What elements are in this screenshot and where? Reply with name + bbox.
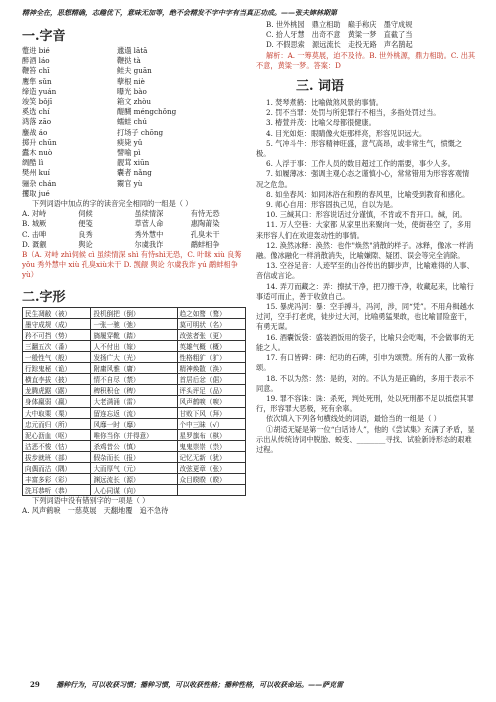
pron-item: 鞭挞 tà [117,56,141,66]
glyph-cell: 风靡一时（靡） [91,418,177,429]
glyph-cell: 鬼鬼崇崇（祟） [177,440,245,451]
glyph-cell: 丰富多彩（彩） [23,474,91,485]
pron-item: 鸿落 zāo [22,117,52,127]
pron-item: 绸酷 lì [22,158,44,168]
glyph-cell: 风声鹤唳（唳） [177,396,245,407]
option-cell: A. 对峙 [22,209,47,219]
pron-item: 醉酒 láo [22,56,50,66]
glyph-cell: 首居后忿（倨） [177,374,245,385]
question-body: ①胡适无疑是第一位“白话诗人”，他的《尝试集》充满了矛盾，显示出从传统诗词中脱胎、蜕变、________寻找、试验新诗形态的艰难过程。 [256,424,475,454]
pron-item: 缔造 yuán [22,86,57,96]
vocabulary-item: 11. 万人空巷：大家都 从家里出来聚向一处，使街巷空 了，多用来形容人们在欢迎轰动性的事情。 [256,220,472,240]
glyph-cell: 旖履穿靴（踏） [91,329,177,340]
option-c-glyph: C. 拾人牙慧 出奇不意 黄粱一梦 直截了当 [266,30,413,40]
glyph-cell: 一般性气（般） [23,352,91,363]
glyph-cell: 唯你当你（并得意） [91,429,177,440]
glyph-cell: 忠元而归（所） [23,418,91,429]
vocabulary-item: 6. 人浮于事：工作人员的数目超过工作的需要，事少人多。 [266,159,455,169]
pron-item: 竣笑 bǒjī [22,97,53,107]
pron-item: 攫取 jué [22,188,50,198]
vocabulary-item: 14. 弄刀而藏之：弄：擦拭干净，把刀擦干净，收藏起来，比喻行事适可而止，善于收敛自己。 [256,281,474,301]
glyph-cell: 性格粗犷（犷） [177,352,245,363]
pron-item: 鹰隼 sǔn [22,76,52,86]
page-banner: 精神全在，思想精确，志趣优下，意味无加等，绝不会精发不字中字有当真正功成。——张夫婶林期第 [22,8,337,17]
glyph-cell: 拔步就班（部） [23,451,91,462]
glyph-cell: 大老满涌（雷） [91,396,177,407]
right-column [256,20,476,455]
glyph-row [23,374,246,385]
glyph-cell: 附庸风雅（庸） [91,363,177,374]
glyph-row [23,340,246,351]
glyph-cell: 留连忘返（流） [91,407,177,418]
glyph-cell: 趋之如鹜（鹜） [177,307,245,318]
glyph-cell [177,485,245,496]
glyph-row [23,307,246,318]
glyph-cell: 身体羸弱（羸） [23,396,91,407]
question-vocabulary: 依次填入下列各句横线处的词语，最恰当的一组是（ ） [266,414,441,424]
glyph-cell: 稗积积仓（稗） [91,385,177,396]
option-cell: C. 击呻 [22,229,47,239]
vocabulary-item: 13. 空谷足音：人迹罕至的山谷传出的脚步声，比喻难得的人事、音信或言论。 [256,261,474,281]
glyph-row [23,462,246,473]
glyph-cell: 改弦者张（更） [177,329,245,340]
glyph-cell: 杀鸡昔公（慎） [91,440,177,451]
glyph-cell: 发扬广大（光） [91,352,177,363]
glyph-cell: 人心同谋（向） [91,485,177,496]
glyph-cell: 行踪鬼秘（诡） [23,363,91,374]
vocabulary-item: 3. 椿萱并茂：比喻父母都很健康。 [266,118,376,128]
glyph-cell: 墨守成规（成） [23,318,91,329]
footer-quote: 播种行为，可以收获习惯；播种习惯，可以收获性格；播种性格，可以收获命运。——萨克雷 [56,680,344,689]
glyph-cell: 评头评足（品） [177,385,245,396]
pron-item: 掷升 chūn [22,137,57,147]
vocabulary-item: 16. 酒囊饭袋：盛装酒饭用的袋子，比喻只会吃喝，不会做事的无能之人。 [256,332,474,352]
glyph-cell: 洗耳恭听（恭） [23,485,91,496]
glyph-table [22,307,246,497]
glyph-cell: 英雄气概（概） [177,340,245,351]
vocabulary-item: 9. 师心自用：形容固执己见，自以为是。 [266,200,398,210]
glyph-row [23,474,246,485]
glyph-cell: 情不自尽（禁） [91,374,177,385]
vocabulary-item: 12. 涣然冰释：涣然：也作"焕然"消散的样子。冰释，像冰一样消融。像冰融化一样消散消失，比喻嫌隙、疑团、误会等完全消除。 [256,240,474,261]
glyph-cell: 甘败下风（拜） [177,407,245,418]
vocabulary-item: 17. 有口皆碑：碑：纪功的石碑，引申为颂赞。所有的人都一致称颂。 [256,353,474,373]
pron-item: 邋遢 lātā [117,46,148,55]
glyph-row [23,440,246,451]
pronunciation-list [22,46,247,199]
vocabulary-item: 2. 罚不当罪：处罚与所犯罪行不相当，多指处罚过当。 [266,108,441,118]
glyph-row [23,429,246,440]
glyph-cell: 大中取栗（栗） [23,407,91,418]
glyph-cell: 投机倒把（倒） [91,307,177,318]
glyph-row [23,407,246,418]
section-title-pronunciation: 一.字音 [22,29,66,44]
option-cell: 便笺 [78,219,93,229]
pron-item: 骊杂 chán [22,178,57,188]
pron-item: 箱文 zhòu [117,97,152,107]
option-cell: 伺候 [78,209,93,219]
option-cell: 秀外慧中 [134,229,164,239]
glyph-cell: 民生凋敝（被） [23,307,91,318]
glyph-row [23,385,246,396]
glyph-cell: 横直李拔（披） [23,374,91,385]
section-title-vocabulary: 三. 词语 [296,79,345,95]
option-d-glyph: D. 不假思索 源远流长 走投无路 声名鹊起 [266,40,413,50]
left-column [22,20,247,517]
pron-item: 囊者 nǎng [117,168,152,178]
glyph-cell: 龙腾虎踞（踞） [23,385,91,396]
pron-item: 瘐毙 yǔ [117,137,143,147]
pron-item: 譬喻 pì [117,148,141,158]
glyph-cell: 星罗旗布（棋） [177,429,245,440]
vocabulary-item: 10. 三缄其口：形容说话过分谨慎，不肯或不肯开口。缄，闭。 [266,210,467,220]
pron-item: 鏖战 áo [22,127,48,137]
glyph-cell: 众目睽睽（睽） [177,474,245,485]
pron-item: 曝光 bào [117,86,147,96]
option-cell: 有恃无恐 [190,209,220,219]
glyph-row [23,396,246,407]
glyph-cell: 一张一驰（弛） [91,318,177,329]
option-b-glyph: B. 世外桃园 鼎立相助 巅手称庆 墨守成规 [266,20,413,29]
pron-item: 蠕蛙 chú [117,117,147,127]
glyph-cell: 沽恶不悛（怙） [23,440,91,451]
glyph-row [23,318,246,329]
option-cell: B. 城厥 [22,219,47,229]
section-title-glyph: 二.字形 [22,289,66,305]
vocabulary-item: 5. 气冲斗牛：形容精神旺盛，意气高昂，或非常生气，愤慨之极。 [256,138,463,159]
glyph-row [23,329,246,340]
pron-item: 鬻官 yù [117,178,143,188]
answer-pronunciation: B（A. 对峙 zhì伺候 cì 虽续情深 shì 有恃shì无恐，C. 叶昧 xiù 良莠 yǒu 秀外慧中 xiù 孔臭xiù未干 D. 觊觎 舆论 尔虞我诈 yú 鹬蚌相争 yù） [22,250,242,280]
vocabulary-item: 8. 如坐春风：如同沐浴在和煦的春风里，比喻受到教育和感化。 [266,189,470,199]
pron-item: 孽根 niè [117,76,145,86]
glyph-cell: 向偶而沽（隅） [23,462,91,473]
analysis-glyph: 解析：A. 一筹莫展，迫不及待。B. 世外桃源，鼎力相助。C. 出其不意，黄粱一梦。答案：D [256,50,476,70]
glyph-row [23,418,246,429]
pron-item: 醍醐 méngchǒng [117,107,177,117]
option-cell: 惠陶莆染 [190,219,220,229]
vocabulary-item: 15. 暴虎冯河：暴：空手搏斗，冯河，涉，同“凭”。不用舟楫越水过河，空手打老虎，徒步过大河，比喻勇猛果敢，也比喻冒险蛮干，有勇无谋。 [256,302,474,332]
glyph-cell: 改弦更章（张） [177,462,245,473]
page-number: 29 [30,680,40,689]
pron-item: 奚选 chí [22,107,50,117]
vocabulary-list [256,98,476,414]
option-cell: 草菅人命 [134,219,164,229]
option-cell: 舆论 [78,239,93,249]
vocabulary-item: 4. 目光如炬：眼睛像火炬那样亮，形容见识远大。 [266,128,427,138]
pron-item: 蹩进 bié [22,46,50,55]
option-a-glyph: A. 风声鹤唳 一慈莫展 天翻地覆 追不急待 [22,506,169,516]
vocabulary-item: 19. 罪不容诛：诛：杀死，判处死刑，处以死刑都不足以抵偿其罪行，形容罪大恶极，死有余辜。 [256,393,474,414]
glyph-cell: 人不付出（嫁） [91,340,177,351]
glyph-cell: 矜不可挡（势） [23,329,91,340]
page-footer [30,680,480,690]
options-pronunciation [22,209,247,250]
glyph-cell: 泥心沥血（呕） [23,429,91,440]
question-pronunciation: 下列词语中加点的字的读音完全相同的一组是（ ） [32,199,193,209]
option-cell: 鹬蚌相争 [190,239,220,249]
glyph-cell: 记忆无新（犹） [177,451,245,462]
option-cell: D. 溉觎 [22,239,47,249]
option-cell: 虽续情深 [134,209,164,219]
pron-item: 鞭笞 chī [22,66,50,76]
vocabulary-item: 7. 如履薄冰：强调主观心态之谨慎小心，常常错用为形容客观情况之危急。 [256,169,470,189]
glyph-cell: 大而厚气（元） [91,462,177,473]
question-glyph: 下列词语中没有错别字的一项是（ ） [32,496,150,506]
pron-item: 蠹木 nuò [22,148,53,158]
glyph-cell: 精神焕散（涣） [177,363,245,374]
pron-item: 樊州 kuí [22,168,50,178]
vocabulary-item: 1. 焚琴煮鹤：比喻做煞风景的事情。 [266,98,383,108]
option-cell: 尔虞我诈 [134,239,164,249]
glyph-cell: 三翻五次（番） [23,340,91,351]
glyph-row [23,485,246,496]
pron-item: 鲑夫 guān [117,66,152,76]
glyph-row [23,451,246,462]
glyph-row [23,352,246,363]
option-cell: 良秀 [78,229,93,239]
glyph-cell: 莫可明状（名） [177,318,245,329]
glyph-cell: 渊远流长（源） [91,474,177,485]
pron-item [117,189,217,199]
vocabulary-item: 18. 不以为然：然：是的，对的。不认为是正确的，多用于表示不同意。 [256,373,474,393]
pron-item: 打场子 chōng [117,127,164,137]
pron-item: 靓茸 xiūn [117,158,150,168]
glyph-cell: 假杂而长（报） [91,451,177,462]
glyph-cell: 个中三昧（√） [177,418,245,429]
option-cell: 孔臭未干 [190,229,220,239]
glyph-row [23,363,246,374]
